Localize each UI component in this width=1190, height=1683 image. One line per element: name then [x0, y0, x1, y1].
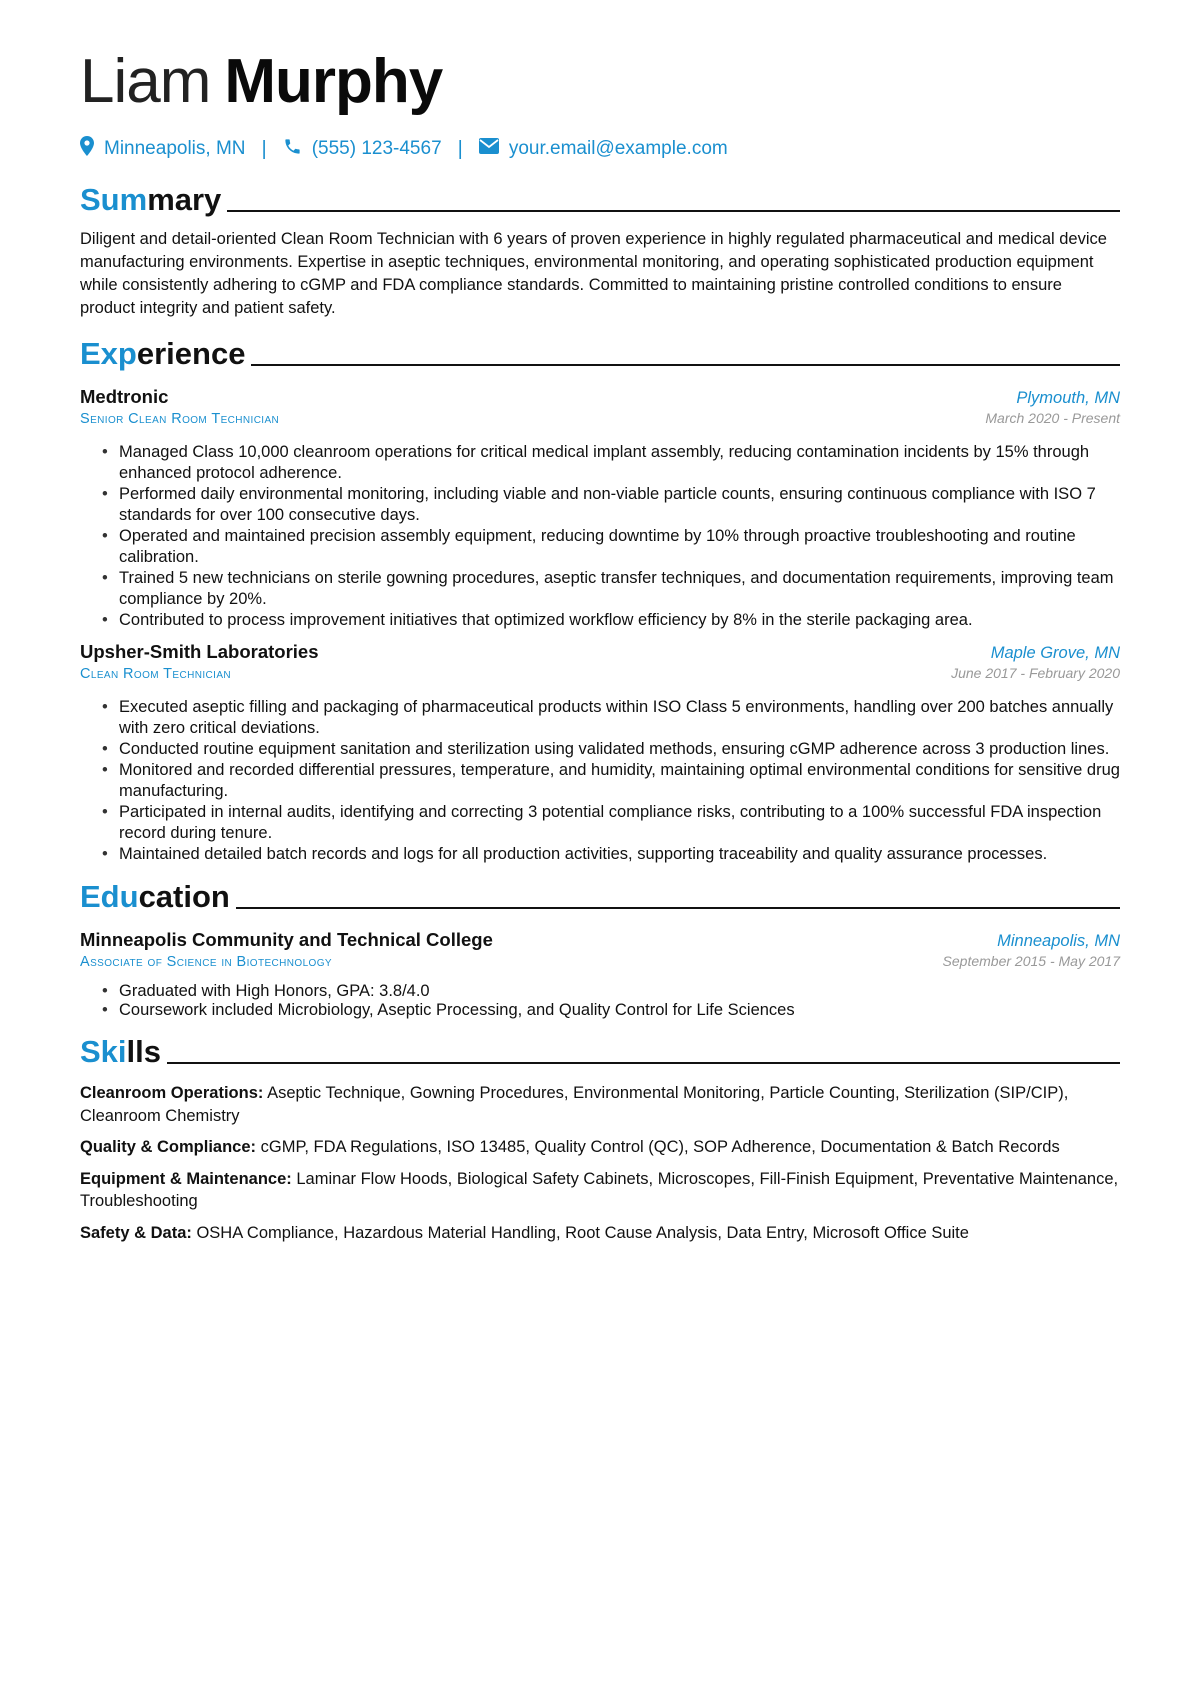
envelope-icon: [479, 138, 509, 160]
location-text: Minneapolis, MN: [104, 138, 246, 159]
job-bullets: [80, 697, 1120, 865]
list-item: • Graduated with High Honors, GPA: 3.8/4.0: [80, 982, 1120, 1001]
job-entry: [80, 641, 1120, 865]
education-heading: [80, 875, 1120, 915]
skill-label: Safety & Data:: [80, 1223, 192, 1242]
list-item: • Coursework included Microbiology, Aseptic Processing, and Quality Control for Life Sciences: [80, 1001, 1120, 1020]
section-title: Experience: [80, 336, 246, 371]
skill-row: [80, 1136, 1120, 1159]
contact-location: [80, 136, 246, 162]
section-title: Education: [80, 879, 230, 914]
skill-row: [80, 1168, 1120, 1213]
summary-text: Diligent and detail-oriented Clean Room Technician with 6 years of proven experience in highly regulated pharmaceutical and medical device manufacturing environments. Expertise in aseptic techniques, environmental monitoring, and operating sophisticated production equipment while consistently adhering to cGMP and FDA compliance standards. Committed to maintaining pristine controlled conditions to ensure product integrity and patient safety.: [80, 230, 1107, 317]
contact-bar: [80, 134, 1120, 164]
email-link[interactable]: your.email@example.com: [508, 138, 728, 159]
list-item: • Executed aseptic filling and packaging of pharmaceutical products within ISO Class 5 environments, handling over 200 batches annually with zero critical deviations.: [80, 697, 1120, 739]
skills-list: [80, 1082, 1120, 1244]
last-name: Murphy: [224, 47, 443, 116]
resume-page: [80, 0, 1120, 1244]
list-item: • Monitored and recorded differential pressures, temperature, and humidity, maintaining optimal environmental conditions for sensitive drug manufacturing.: [80, 760, 1120, 802]
skill-label: Quality & Compliance:: [80, 1138, 257, 1156]
contact-separator: |: [261, 137, 267, 160]
section-rule: [236, 907, 1120, 909]
list-item: • Contributed to process improvement initiatives that optimized workflow efficiency by 8% in the sterile packaging area.: [80, 610, 1120, 631]
list-item: • Managed Class 10,000 cleanroom operations for critical medical implant assembly, reducing contamination incidents by 15% through enhanced protocol adherence.: [80, 442, 1120, 484]
list-item: • Maintained detailed batch records and logs for all production activities, supporting traceability and quality assurance processes.: [80, 844, 1120, 865]
contact-phone[interactable]: [283, 137, 442, 162]
contact-email[interactable]: [479, 138, 728, 160]
skill-value: Laminar Flow Hoods, Biological Safety Cabinets, Microscopes, Fill-Finish Equipment, Preventative Maintenance, Troubleshooting: [80, 1169, 1119, 1210]
school-name: Minneapolis Community and Technical College: [80, 929, 493, 950]
map-pin-icon: [80, 136, 104, 162]
phone-text: (555) 123-4567: [311, 138, 442, 159]
experience-heading: [80, 332, 1120, 372]
job-location: Plymouth, MN: [1016, 389, 1120, 407]
job-title: Clean Room Technician: [80, 666, 232, 682]
education-bullets: [80, 982, 1120, 1020]
skill-label: Equipment & Maintenance:: [80, 1169, 292, 1188]
section-rule: [251, 364, 1120, 366]
list-item: • Performed daily environmental monitoring, including viable and non-viable particle counts, ensuring continuous compliance with ISO 7 standards for over 100 consecutive days.: [80, 484, 1120, 526]
job-bullets: [80, 442, 1120, 631]
skill-value: Aseptic Technique, Gowning Procedures, Environmental Monitoring, Particle Counting, Sterilization (SIP/CIP), Cleanroom Chemistry: [80, 1084, 1069, 1125]
skills-heading: [80, 1030, 1120, 1070]
contact-separator: |: [457, 137, 463, 160]
section-title: Summary: [80, 182, 222, 217]
candidate-name: [80, 46, 1120, 118]
education-dates: September 2015 - May 2017: [942, 953, 1120, 969]
list-item: • Participated in internal audits, identifying and correcting 3 potential compliance risks, contributing to a 100% successful FDA inspection record during tenure.: [80, 802, 1120, 844]
job-title: Senior Clean Room Technician: [80, 411, 280, 427]
section-rule: [227, 210, 1120, 212]
list-item: • Operated and maintained precision assembly equipment, reducing downtime by 10% through proactive troubleshooting and routine calibration.: [80, 526, 1120, 568]
skill-value: cGMP, FDA Regulations, ISO 13485, Quality Control (QC), SOP Adherence, Documentation & Batch Records: [260, 1138, 1060, 1156]
list-item: • Trained 5 new technicians on sterile gowning procedures, aseptic transfer techniques, and documentation requirements, improving team compliance by 20%.: [80, 568, 1120, 610]
company-name: Upsher-Smith Laboratories: [80, 641, 319, 662]
section-rule: [167, 1062, 1120, 1064]
education-entry: [80, 929, 1120, 1020]
skill-label: Cleanroom Operations:: [80, 1084, 264, 1102]
list-item: • Conducted routine equipment sanitation and sterilization using validated methods, ensuring cGMP adherence across 3 production lines.: [80, 739, 1120, 760]
summary-heading: [80, 178, 1120, 218]
school-location: Minneapolis, MN: [997, 932, 1120, 950]
job-location: Maple Grove, MN: [990, 644, 1120, 662]
first-name: Liam: [80, 47, 211, 116]
job-entry: [80, 386, 1120, 631]
job-dates: March 2020 - Present: [985, 410, 1120, 426]
phone-icon: [283, 137, 312, 162]
skill-value: OSHA Compliance, Hazardous Material Handling, Root Cause Analysis, Data Entry, Microsoft Office Suite: [196, 1223, 969, 1242]
company-name: Medtronic: [80, 386, 169, 407]
skill-row: [80, 1222, 1120, 1245]
skill-row: [80, 1082, 1120, 1127]
section-title: Skills: [80, 1034, 161, 1069]
job-dates: June 2017 - February 2020: [951, 665, 1120, 681]
degree: Associate of Science in Biotechnology: [80, 954, 332, 970]
